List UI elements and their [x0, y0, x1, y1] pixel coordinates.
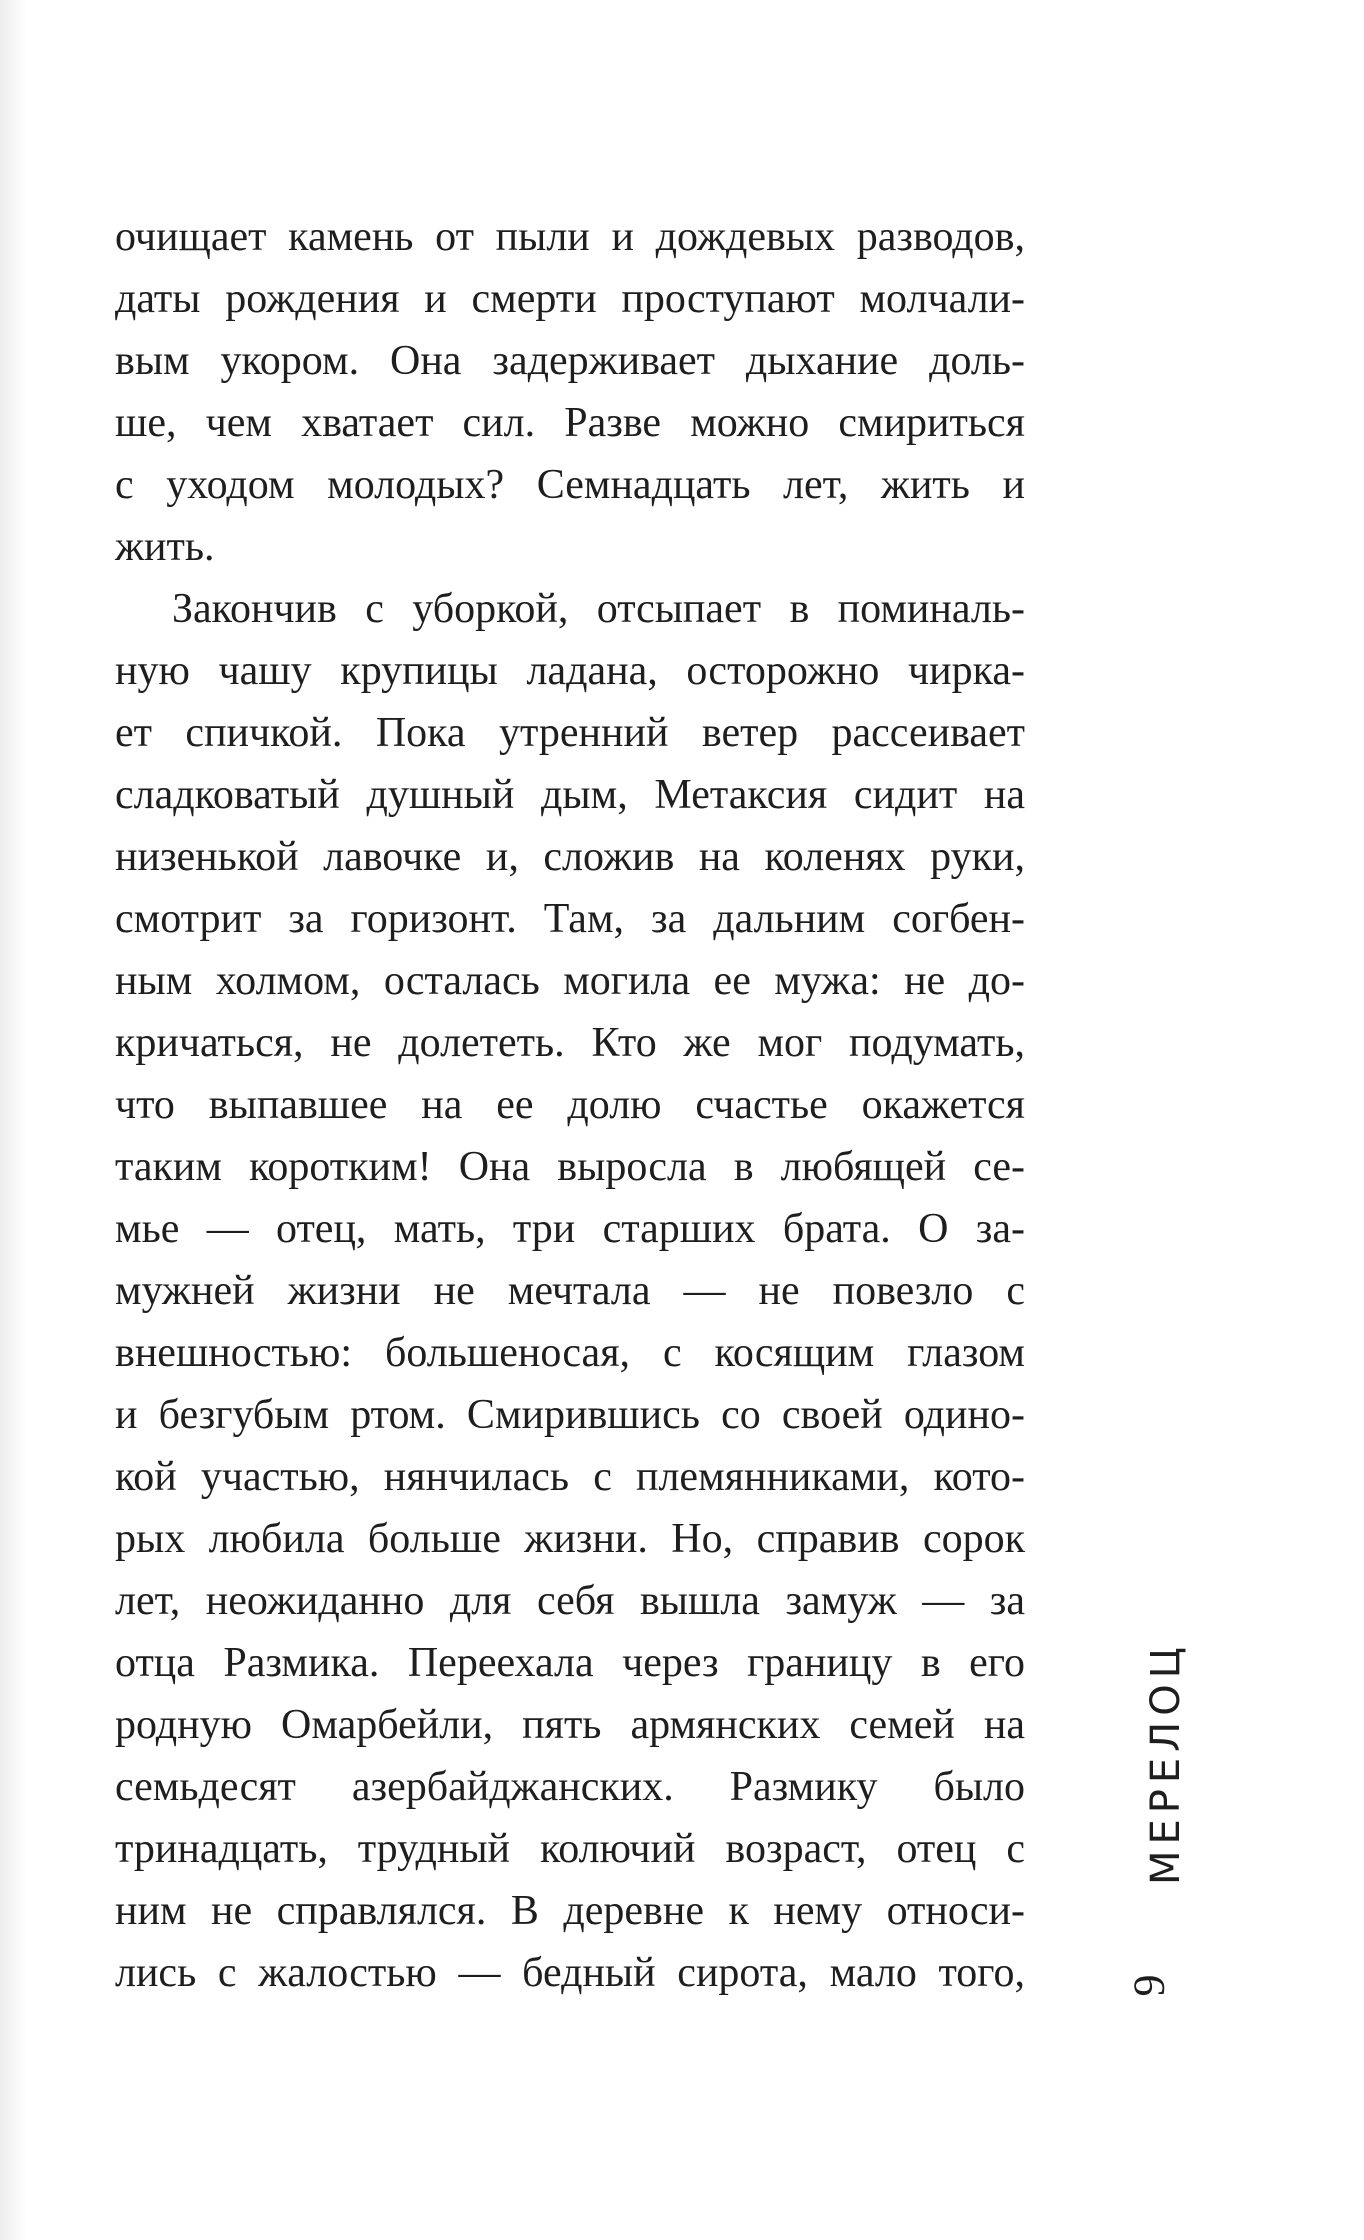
running-title: МЕРЕЛОЦ	[1143, 1641, 1189, 1885]
text-line: семьдесят азербайджанских. Размику было	[115, 1764, 1025, 1810]
text-line: вым укором. Она задерживает дыхание доль-	[115, 338, 1025, 384]
text-line: ную чашу крупицы ладана, осторожно чирка-	[115, 648, 1025, 694]
running-header	[1124, 1641, 1200, 2020]
text-line: смотрит за горизонт. Там, за дальним согбен-	[115, 896, 1025, 942]
page-gutter-shadow	[0, 0, 28, 2240]
text-line: рых любила больше жизни. Но, справив сорок	[115, 1516, 1025, 1562]
text-line: родную Омарбейли, пять армянских семей на	[115, 1702, 1025, 1748]
text-line: с уходом молодых? Семнадцать лет, жить и	[115, 462, 1025, 508]
page-number: 9	[1124, 1974, 1174, 1997]
text-line: и безгубым ртом. Смирившись со своей одино-	[115, 1392, 1025, 1438]
text-line: тринадцать, трудный колючий возраст, отец с	[115, 1826, 1025, 1872]
text-line: Закончив с уборкой, отсыпает в поминаль-	[172, 586, 1025, 632]
text-line: ше, чем хватает сил. Разве можно смириться	[115, 400, 1025, 446]
text-line: ет спичкой. Пока утренний ветер рассеивает	[115, 710, 1025, 756]
text-line: жить.	[115, 524, 215, 570]
text-line: мужней жизни не мечтала — не повезло с	[115, 1268, 1025, 1314]
body-text	[115, 206, 1025, 2004]
text-line: таким коротким! Она выросла в любящей се-	[115, 1144, 1025, 1190]
text-line: ным холмом, осталась могила ее мужа: не до-	[115, 958, 1025, 1004]
text-line: очищает камень от пыли и дождевых разводов,	[115, 214, 1025, 260]
text-line: низенькой лавочке и, сложив на коленях руки,	[115, 834, 1025, 880]
text-line: даты рождения и смерти проступают молчали-	[115, 276, 1025, 322]
text-line: сладковатый душный дым, Метаксия сидит на	[115, 772, 1025, 818]
text-line: ним не справлялся. В деревне к нему относи-	[115, 1888, 1025, 1934]
text-line: кричаться, не долететь. Кто же мог подумать,	[115, 1020, 1025, 1066]
text-line: лись с жалостью — бедный сирота, мало того,	[115, 1950, 1025, 1996]
text-line: лет, неожиданно для себя вышла замуж — за	[115, 1578, 1025, 1624]
text-line: что выпавшее на ее долю счастье окажется	[115, 1082, 1025, 1128]
text-line: мье — отец, мать, три старших брата. О за-	[115, 1206, 1025, 1252]
text-line: внешностью: большеносая, с косящим глазом	[115, 1330, 1025, 1376]
text-line: кой участью, нянчилась с племянниками, кото-	[115, 1454, 1025, 1500]
text-line: отца Размика. Переехала через границу в его	[115, 1640, 1025, 1686]
